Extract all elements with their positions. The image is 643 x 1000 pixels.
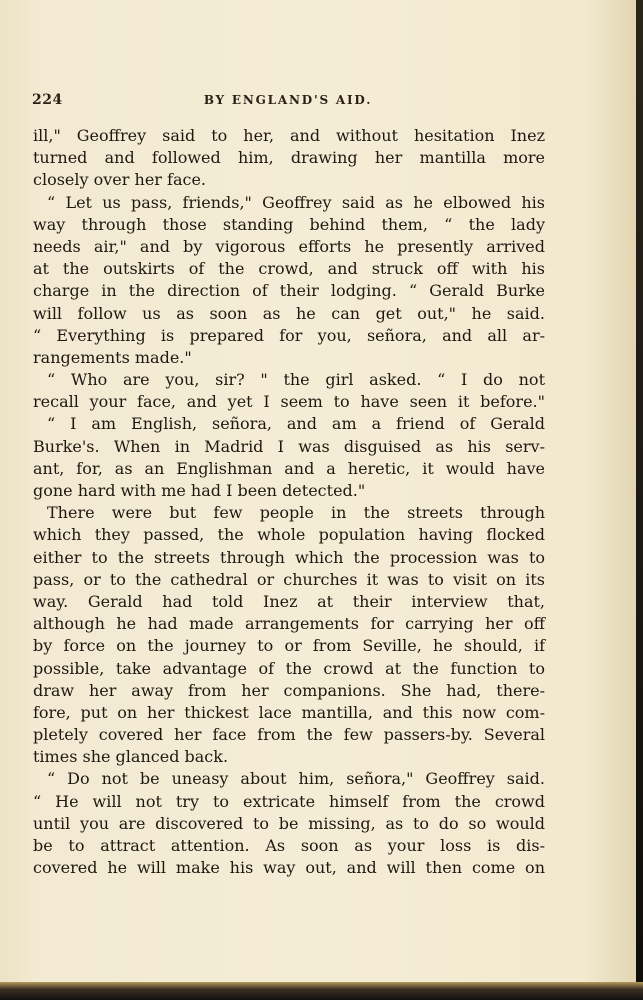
text-line: will follow us as soon as he can get out," he said. [33,303,545,323]
text-line: either to the streets through which the procession was to [33,547,545,567]
text-line: charge in the direction of their lodging. “ Gerald Burke [33,281,545,301]
text-line: although he had made arrangements for carrying her off [33,614,545,634]
text-line: “ Do not be uneasy about him, señora," Geoffrey said. [47,769,545,789]
body-text [33,125,545,879]
running-head: BY ENGLAND'S AID. [203,93,373,107]
page-header [32,92,544,112]
text-line: There were but few people in the streets through [47,503,545,523]
text-line: gone hard with me had I been detected." [33,481,366,500]
text-line: recall your face, and yet I seem to have seen it before." [33,392,545,412]
text-line: way through those standing behind them, “ the lady [33,214,545,234]
text-line: “ I am English, señora, and am a friend of Gerald [47,414,545,434]
text-line: “ Everything is prepared for you, señora, and all ar- [33,325,545,345]
text-line: needs air," and by vigorous efforts he presently arrived [33,236,545,256]
text-line: pass, or to the cathedral or churches it was to visit on its [33,569,545,589]
text-line: pletely covered her face from the few passers-by. Several [33,725,545,745]
text-line: times she glanced back. [33,747,229,767]
page-number: 224 [32,92,63,108]
text-line: turned and followed him, drawing her mantilla more [33,148,545,168]
text-line: ant, for, as an Englishman and a heretic, it would have [33,458,545,478]
text-line: which they passed, the whole population having flocked [33,525,545,545]
text-line: “ He will not try to extricate himself from the crowd [33,791,545,811]
text-line: draw her away from her companions. She had, there- [33,680,545,700]
text-line: rangements made." [33,347,192,367]
text-line: covered he will make his way out, and will then come on [33,858,545,878]
page-bottom-edge [0,982,643,1000]
text-line: “ Let us pass, friends," Geoffrey said as he elbowed his [47,192,545,212]
text-line: “ Who are you, sir? " the girl asked. “ I do not [47,370,545,390]
text-line: possible, take advantage of the crowd at the function to [33,658,545,678]
text-line: closely over her face. [33,170,206,190]
text-line: at the outskirts of the crowd, and struck off with his [33,259,545,279]
text-line: by force on the journey to or from Seville, he should, if [33,636,545,656]
text-line: be to attract attention. As soon as your loss is dis- [33,836,545,855]
text-line: ill," Geoffrey said to her, and without hesitation Inez [33,126,545,145]
text-line: Burke's. When in Madrid I was disguised as his serv- [33,436,545,456]
text-line: fore, put on her thickest lace mantilla, and this now com- [33,702,545,722]
page-edge-shadow [636,0,643,1000]
text-line: way. Gerald had told Inez at their interview that, [33,591,545,611]
text-line: until you are discovered to be missing, as to do so would [33,813,545,833]
